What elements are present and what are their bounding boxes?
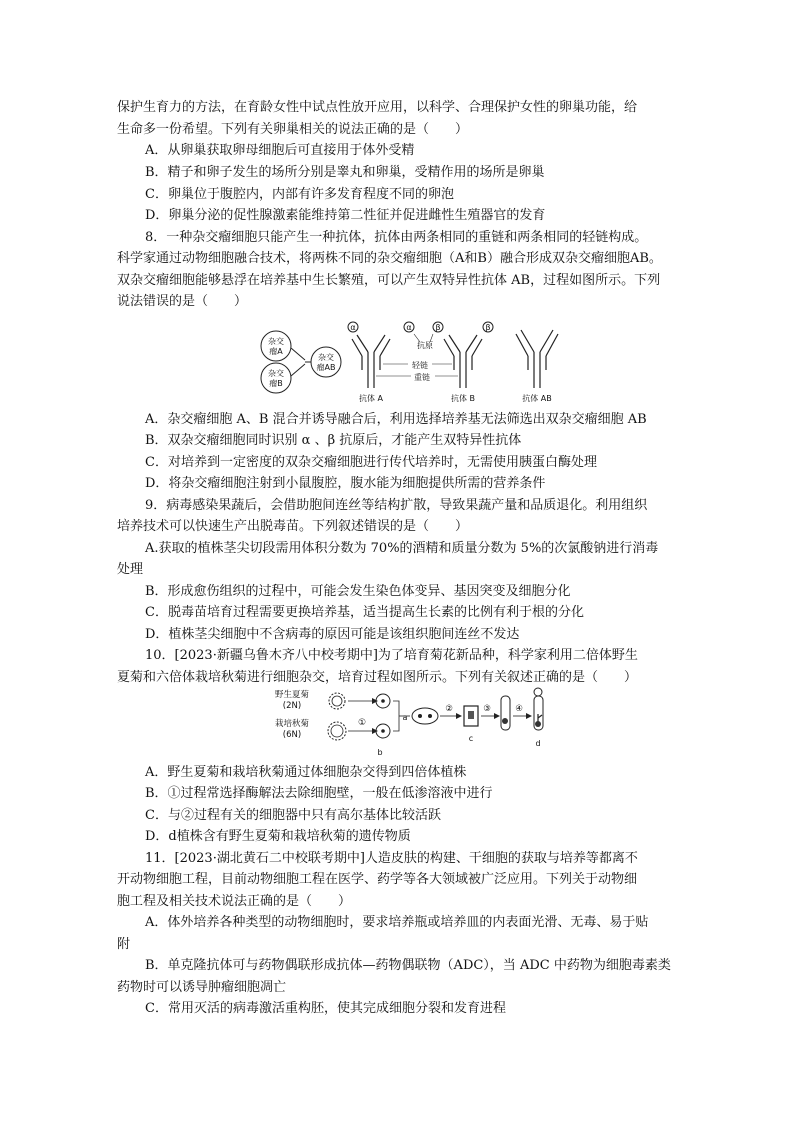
q10-stem-line-2: 夏菊和六倍体栽培秋菊进行细胞杂交，培育过程如图所示。下列有关叙述正确的是（ ） bbox=[117, 670, 638, 685]
q7-stem-line-2: 生命多一份希望。下列有关卵巢相关的说法正确的是（ ） bbox=[117, 122, 469, 137]
antigen-label: 抗原 bbox=[417, 341, 433, 350]
light-chain-label: 轻链 bbox=[412, 361, 428, 370]
q11-option-b-line-1: B．单克隆抗体可与药物偶联形成抗体—药物偶联物（ADC），当 ADC 中药物为细胞毒素类 bbox=[145, 958, 671, 973]
cell-a-label-2: 瘤A bbox=[269, 347, 283, 356]
q8-option-b: B．双杂交瘤细胞同时识别 α 、β 抗原后，才能产生双特异性抗体 bbox=[145, 433, 522, 448]
step-2-label: ② bbox=[445, 704, 453, 714]
label-a: a bbox=[402, 713, 408, 722]
q9-stem-line-1: 9．病毒感染果蔬后，会借助胞间连丝等结构扩散，导致果蔬产量和品质退化。利用组织 bbox=[145, 498, 648, 513]
q11-stem-line-2: 开动物细胞工程，目前动物细胞工程在医学、药学等各大领域被广泛应用。下列关于动物细 bbox=[117, 872, 638, 887]
q11-option-a-line-2: 附 bbox=[117, 937, 131, 952]
q8-stem-line-2: 科学家通过动物细胞融合技术，将两株不同的杂交瘤细胞（A和B）融合形成双杂交瘤细胞AB。 bbox=[117, 251, 662, 266]
heavy-chain-label: 重链 bbox=[414, 373, 430, 382]
step-4-label: ④ bbox=[515, 704, 523, 714]
cell-ab-label-2: 瘤AB bbox=[316, 363, 336, 372]
beta-label-2: β bbox=[485, 323, 491, 332]
q8-option-c: C．对培养到一定密度的双杂交瘤细胞进行传代培养时，无需使用胰蛋白酶处理 bbox=[145, 455, 597, 470]
cell-a-label-1: 杂交 bbox=[268, 337, 284, 346]
q7-option-c: C．卵巢位于腹腔内，内部有许多发育程度不同的卵泡 bbox=[145, 187, 454, 202]
wild-ploidy-label: (2N) bbox=[282, 701, 302, 711]
q10-option-b: B．①过程常选择酶解法去除细胞壁，一般在低渗溶液中进行 bbox=[145, 786, 493, 801]
q7-option-a: A．从卵巢获取卵母细胞后可直接用于体外受精 bbox=[145, 143, 415, 158]
label-d: d bbox=[535, 739, 541, 748]
cultivated-ploidy-label: (6N) bbox=[282, 730, 302, 740]
q7-stem-line-1: 保护生育力的方法，在育龄女性中试点性放开应用，以科学、合理保护女性的卵巢功能，给 bbox=[117, 100, 638, 115]
step-3-label: ③ bbox=[483, 704, 491, 714]
q8-stem-line-3: 双杂交瘤细胞能够悬浮在培养基中生长繁殖，可以产生双特异性抗体 AB，过程如图所示。下列 bbox=[117, 273, 661, 288]
label-b: b bbox=[377, 748, 383, 757]
antibody-b-label: 抗体 B bbox=[450, 394, 476, 403]
cultivated-chrysanthemum-label: 栽培秋菊 bbox=[274, 719, 310, 729]
q8-option-d: D．将杂交瘤细胞注射到小鼠腹腔，腹水能为细胞提供所需的营养条件 bbox=[145, 476, 546, 491]
q9-option-c: C．脱毒苗培育过程需要更换培养基，适当提高生长素的比例有利于根的分化 bbox=[145, 605, 584, 620]
q9-stem-line-2: 培养技术可以快速生产出脱毒苗。下列叙述错误的是（ ） bbox=[117, 519, 469, 534]
q9-option-a-line-2: 处理 bbox=[117, 562, 144, 577]
q9-option-a-line-1: A.获取的植株茎尖切段需用体积分数为 70%的酒精和质量分数为 5%的次氯酸钠进行消毒 bbox=[145, 541, 659, 556]
q11-stem-line-3: 胞工程及相关技术说法正确的是（ ） bbox=[117, 894, 352, 909]
wild-chrysanthemum-label: 野生夏菊 bbox=[274, 690, 310, 700]
q11-option-c: C．常用灭活的病毒激活重构胚，使其完成细胞分裂和发育进程 bbox=[145, 1001, 506, 1016]
q8-stem-line-1: 8．一种杂交瘤细胞只能产生一种抗体，抗体由两条相同的重链和两条相同的轻链构成。 bbox=[145, 230, 648, 245]
cell-ab-label-1: 杂交 bbox=[318, 353, 334, 362]
alpha-label-2: α bbox=[406, 323, 412, 332]
q9-option-b: B．形成愈伤组织的过程中，可能会发生染色体变异、基因突变及细胞分化 bbox=[145, 584, 571, 599]
q9-option-d: D．植株茎尖细胞中不含病毒的原因可能是该组织胞间连丝不发达 bbox=[145, 627, 520, 642]
q10-stem-line-1: 10．[2023·新疆乌鲁木齐八中校考期中]为了培育菊花新品种，科学家利用二倍体野生 bbox=[145, 648, 638, 663]
q11-stem-line-1: 11．[2023·湖北黄石二中校联考期中]人造皮肤的构建、干细胞的获取与培养等都离不 bbox=[145, 851, 638, 866]
beta-label-1: β bbox=[435, 323, 441, 332]
step-1-label: ① bbox=[357, 718, 367, 728]
antibody-ab-drawing bbox=[516, 330, 558, 388]
q10-option-a: A．野生夏菊和栽培秋菊通过体细胞杂交得到四倍体植株 bbox=[145, 765, 467, 780]
cell-b-label-2: 瘤B bbox=[269, 379, 283, 388]
q10-cell-fusion-figure bbox=[268, 686, 558, 758]
antibody-ab-label: 抗体 AB bbox=[522, 394, 552, 403]
q8-option-a: A．杂交瘤细胞 A、B 混合并诱导融合后，利用选择培养基无法筛选出双杂交瘤细胞 AB bbox=[145, 412, 647, 427]
antibody-a-label: 抗体 A bbox=[358, 394, 384, 403]
antibody-a-drawing bbox=[352, 335, 390, 388]
label-c: c bbox=[468, 734, 474, 743]
q11-option-b-line-2: 药物时可以诱导肿瘤细胞凋亡 bbox=[117, 980, 287, 995]
q7-option-b: B．精子和卵子发生的场所分别是睾丸和卵巢，受精作用的场所是卵巢 bbox=[145, 165, 545, 180]
q7-option-d: D．卵巢分泌的促性腺激素能维持第二性征并促进雌性生殖器官的发育 bbox=[145, 208, 546, 223]
q10-option-c: C．与②过程有关的细胞器中只有高尔基体比较活跃 bbox=[145, 808, 441, 823]
q8-stem-line-4: 说法错误的是（ ） bbox=[117, 294, 248, 309]
antibody-b-drawing bbox=[444, 335, 482, 388]
q10-option-d: D．d植株含有野生夏菊和栽培秋菊的遗传物质 bbox=[145, 829, 411, 844]
q8-antibody-figure bbox=[255, 318, 565, 404]
alpha-label-1: α bbox=[350, 323, 356, 332]
cell-b-label-1: 杂交 bbox=[268, 369, 284, 378]
q11-option-a-line-1: A．体外培养各种类型的动物细胞时，要求培养瓶或培养皿的内表面光滑、无毒、易于贴 bbox=[145, 915, 649, 930]
